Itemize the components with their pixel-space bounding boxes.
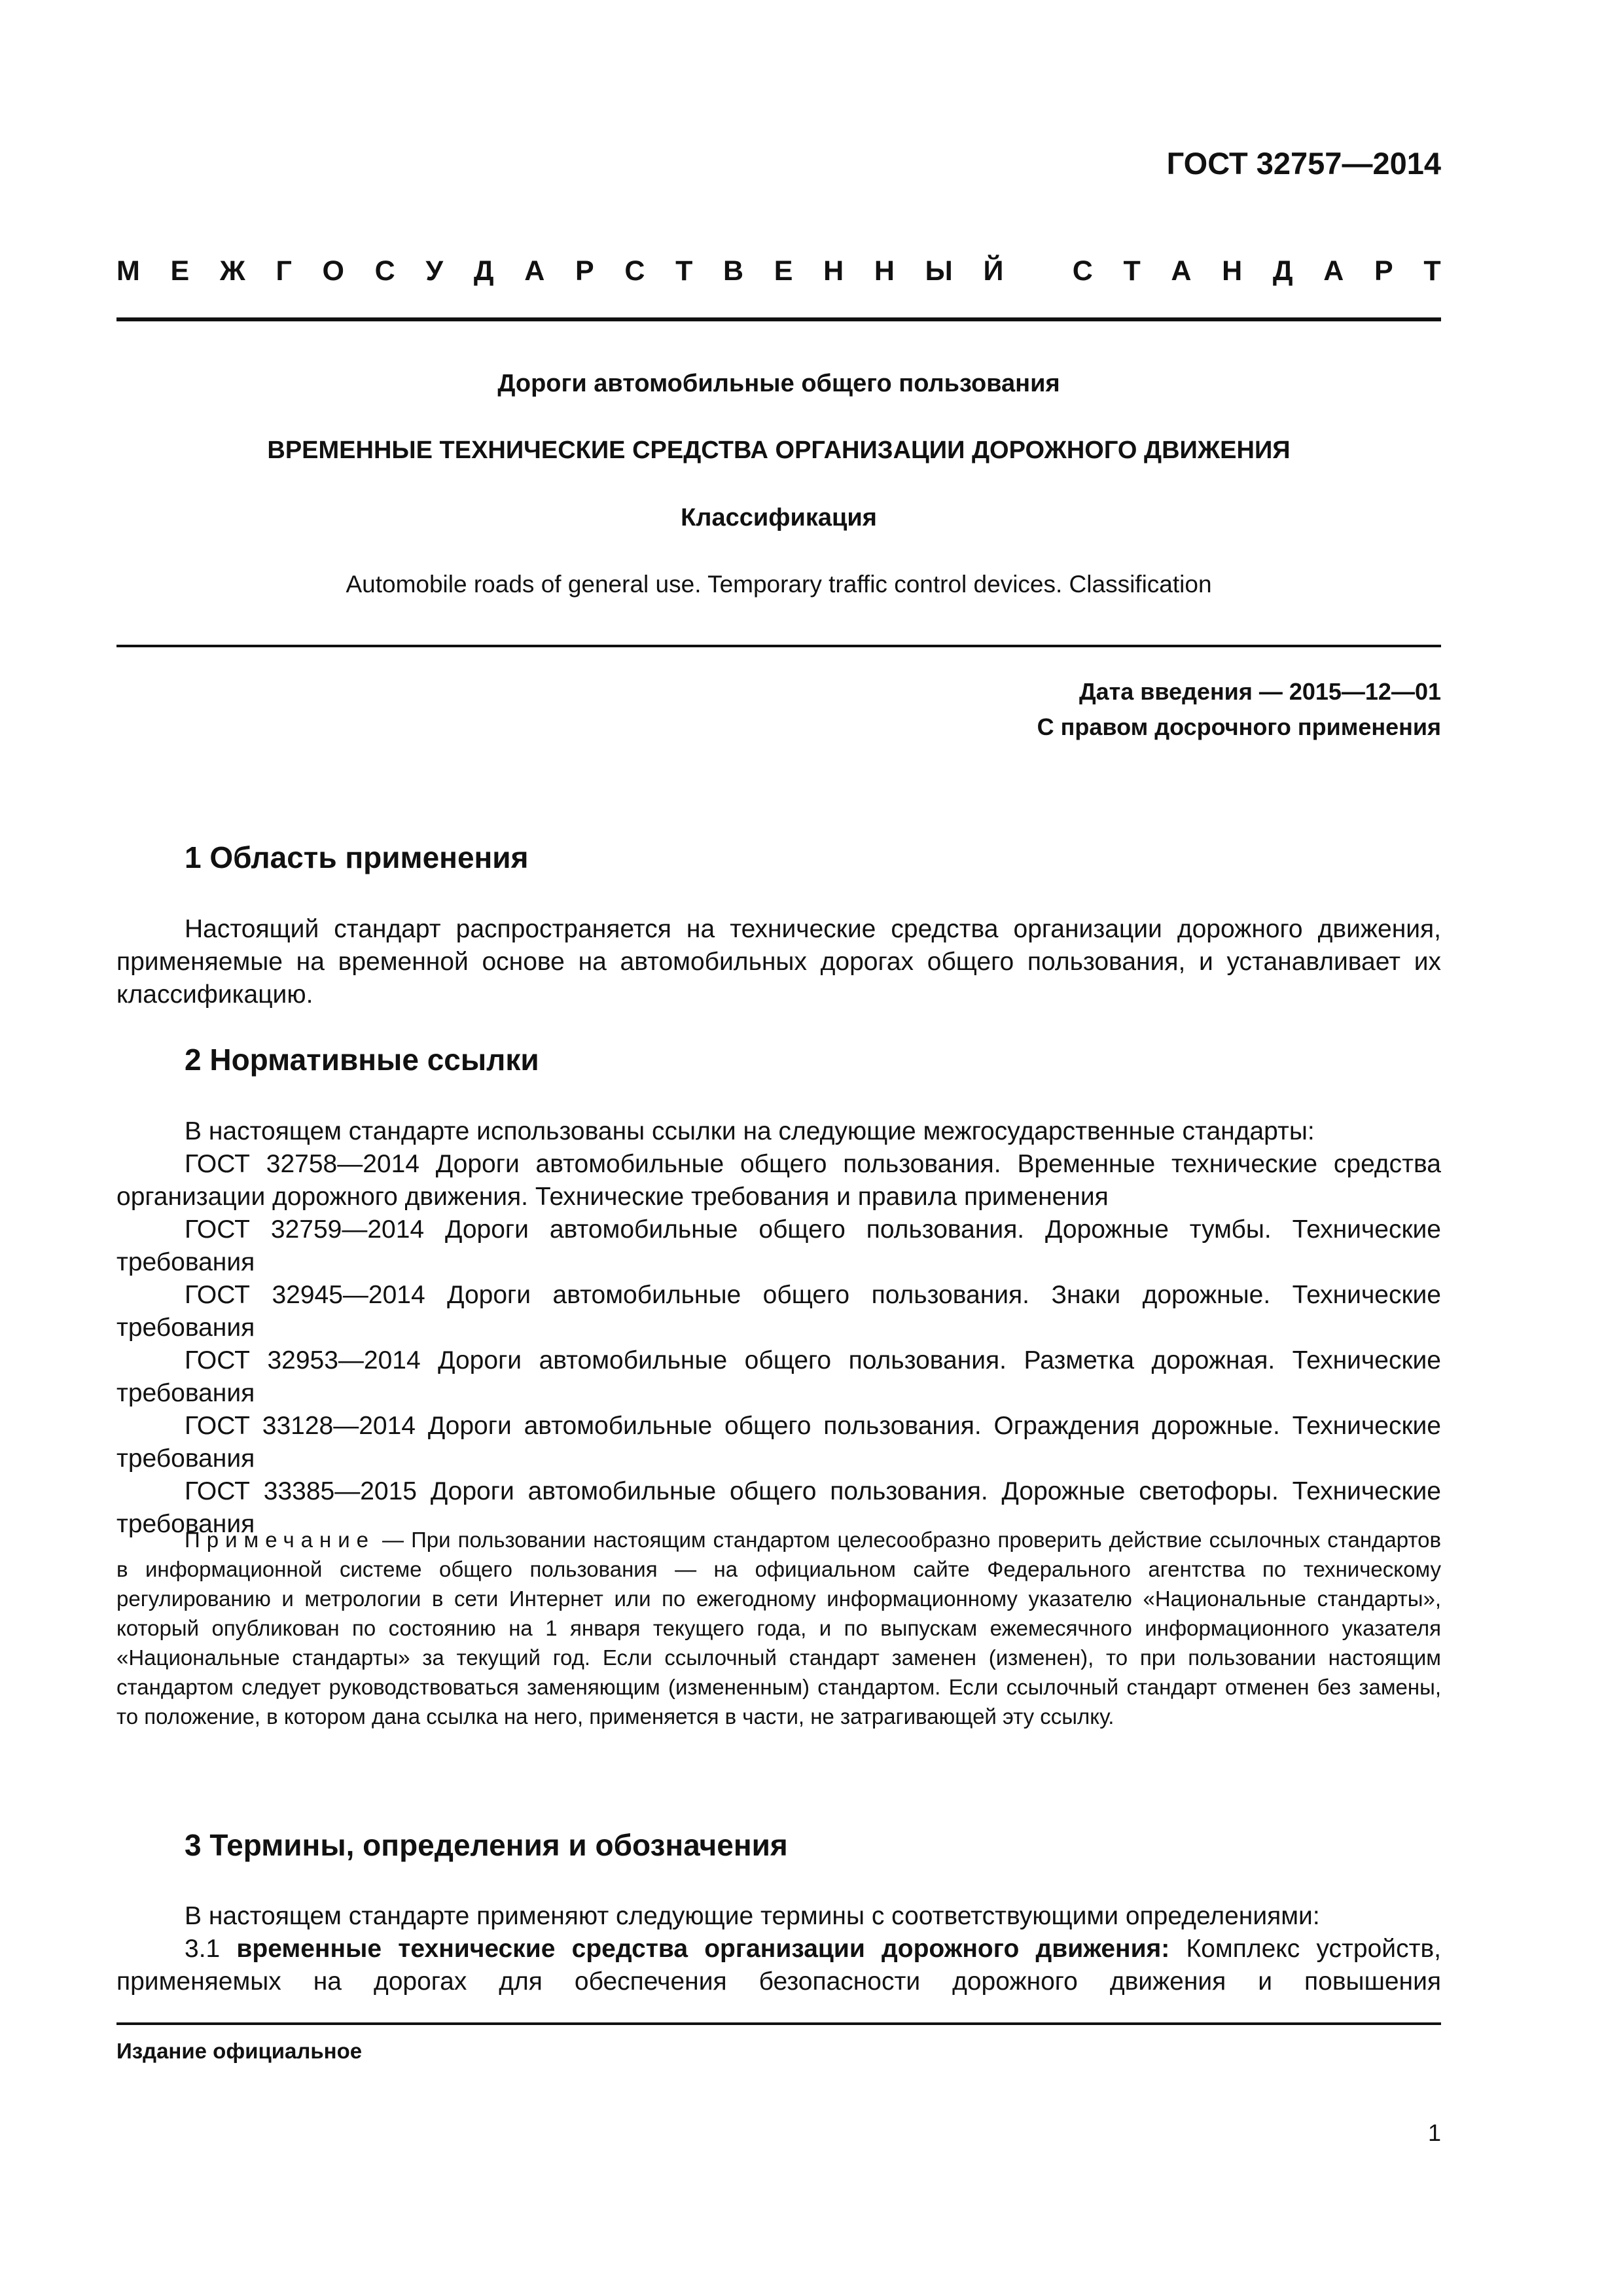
section-3-body	[116, 1900, 1441, 1998]
document-number: ГОСТ 32757—2014	[1166, 146, 1441, 181]
section-2-heading: 2 Нормативные ссылки	[185, 1043, 539, 1077]
term-number: 3.1	[185, 1935, 221, 1963]
banner-letter: Й	[983, 255, 1004, 287]
intro-date: Дата введения — 2015—12—01	[1079, 678, 1441, 705]
term-definition: Комплекс устройств, применяемых на дорогах для обеспечения безопасности дорожного движения и повышения	[116, 1935, 1441, 1996]
banner-letter: Н	[1222, 255, 1243, 287]
banner-letter	[1034, 255, 1042, 287]
term-title: временные технические средства организации дорожного движения:	[236, 1935, 1170, 1963]
banner-letter: С	[624, 255, 645, 287]
note-text: — При пользовании настоящим стандартом целесообразно проверить действие ссылочных стандартов в информационной системе общего пользования — на официальном сайте Федерального агентства по техническому регулированию и метрологии в сети Интернет или по ежегодному информационному указателю «Национальные стандарты», который опубликован по состоянию на 1 января текущего года, и по выпускам ежемесячного информационного указателя «Национальные стандарты» за текущий год. Если ссылочный стандарт заменен (изменен), то при пользовании настоящим стандартом следует руководствоваться заменяющим (измененным) стандартом. Если ссылочный стандарт отменен без замены, то положение, в котором дана ссылка на него, применяется в части, не затрагивающей эту ссылку.	[116, 1528, 1441, 1729]
banner-letter: Г	[276, 255, 292, 287]
banner-letter: С	[374, 255, 395, 287]
banner-letter: Н	[874, 255, 895, 287]
standard-banner	[116, 255, 1441, 287]
early-application: С правом досрочного применения	[1037, 713, 1441, 740]
banner-letter: А	[524, 255, 545, 287]
header-divider	[116, 317, 1441, 321]
reference-item: ГОСТ 33385—2015 Дороги автомобильные общего пользования. Дорожные светофоры. Технические требования	[116, 1477, 1441, 1538]
dates-block	[1037, 674, 1441, 745]
section-2-intro: В настоящем стандарте использованы ссылки на следующие межгосударственные стандарты:	[185, 1117, 1315, 1145]
banner-letter: Ы	[925, 255, 953, 287]
banner-letter: Е	[170, 255, 190, 287]
banner-letter: У	[425, 255, 444, 287]
banner-letter: М	[116, 255, 140, 287]
section-3-heading: 3 Термины, определения и обозначения	[185, 1828, 788, 1862]
banner-letter: Е	[774, 255, 793, 287]
title-line-2: ВРЕМЕННЫЕ ТЕХНИЧЕСКИЕ СРЕДСТВА ОРГАНИЗАЦИИ ДОРОЖНОГО ДВИЖЕНИЯ	[267, 437, 1291, 464]
banner-letter: В	[723, 255, 744, 287]
banner-letter: А	[1323, 255, 1344, 287]
section-1-body	[116, 913, 1441, 1011]
banner-letter: Р	[575, 255, 594, 287]
section-1-paragraph: Настоящий стандарт распространяется на технические средства организации дорожного движения, применяемые на временной основе на автомобильных дорогах общего пользования, и устанавливает их классификацию.	[116, 915, 1441, 1009]
banner-letter: Р	[1374, 255, 1393, 287]
title-line-1: Дороги автомобильные общего пользования	[497, 370, 1060, 397]
page-number: 1	[1427, 2119, 1441, 2146]
section-1-heading: 1 Область применения	[185, 840, 529, 874]
reference-item: ГОСТ 32945—2014 Дороги автомобильные общего пользования. Знаки дорожные. Технические требования	[116, 1281, 1441, 1342]
banner-letter: Д	[473, 255, 494, 287]
section-3-intro: В настоящем стандарте применяют следующие термины с соответствующими определениями:	[185, 1902, 1320, 1930]
title-line-3: Классификация	[681, 504, 877, 531]
banner-letter: С	[1072, 255, 1093, 287]
footer-divider	[116, 2022, 1441, 2025]
banner-letter: А	[1171, 255, 1192, 287]
term-3-1	[116, 1933, 1441, 1998]
title-divider	[116, 645, 1441, 647]
banner-letter: Т	[1123, 255, 1141, 287]
note-paragraph	[116, 1525, 1441, 1731]
official-edition-label: Издание официальное	[116, 2039, 363, 2063]
reference-item: ГОСТ 32953—2014 Дороги автомобильные общего пользования. Разметка дорожная. Технические требования	[116, 1346, 1441, 1407]
reference-item: ГОСТ 32758—2014 Дороги автомобильные общего пользования. Временные технические средства организации дорожного движения. Технические требования и правила применения	[116, 1150, 1441, 1211]
banner-letter: Д	[1272, 255, 1293, 287]
section-2-body	[116, 1115, 1441, 1541]
banner-letter: Т	[675, 255, 693, 287]
note-label: Примечание	[185, 1528, 376, 1552]
banner-letter: Ж	[219, 255, 245, 287]
banner-letter: Т	[1423, 255, 1441, 287]
reference-item: ГОСТ 32759—2014 Дороги автомобильные общего пользования. Дорожные тумбы. Технические требования	[116, 1215, 1441, 1276]
banner-letter: Н	[823, 255, 844, 287]
banner-letter: О	[322, 255, 344, 287]
reference-item: ГОСТ 33128—2014 Дороги автомобильные общего пользования. Ограждения дорожные. Технические требования	[116, 1412, 1441, 1473]
title-english: Automobile roads of general use. Temporary traffic control devices. Classification	[346, 571, 1212, 598]
